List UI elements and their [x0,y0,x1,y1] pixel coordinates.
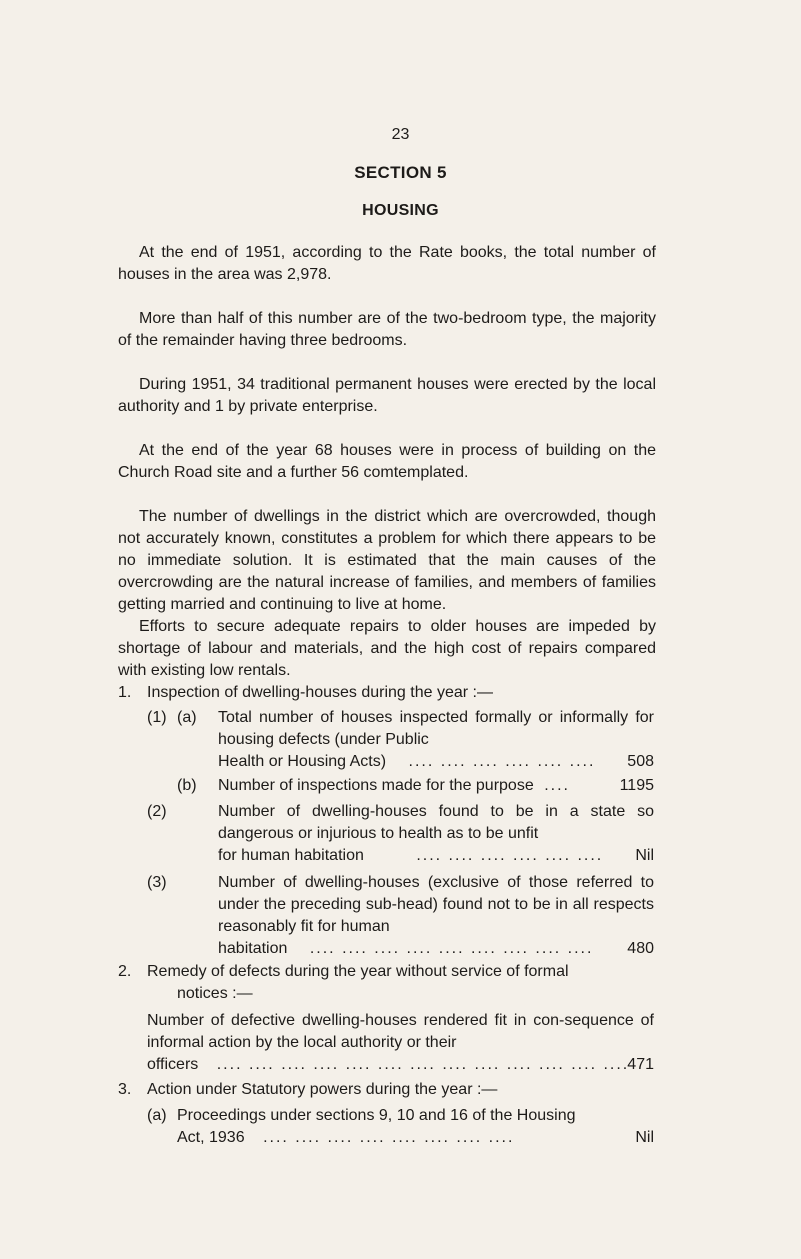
item-1-sub2-dots: .... .... .... .... .... .... [416,847,604,864]
item-1-sub2-text: Number of dwelling-houses found to be in a state so dangerous or injurious to health as to be unfit [218,803,654,842]
item-1-sub3-value: 480 [627,940,654,957]
item-2-title-cont: notices :— [177,985,253,1002]
item-3-sub-a-text: Proceedings under sections 9, 10 and 16 of the Housing [177,1107,576,1124]
item-3-sub-a-letter: (a) [147,1107,167,1124]
item-1-sub3-number: (3) [147,874,167,891]
item-1-sub1a-value: 508 [627,753,654,770]
item-3-title: Action under Statutory powers during the year :— [147,1081,498,1098]
item-2-dots: .... .... .... .... .... .... .... .... .... .... .... .... .... [216,1056,630,1073]
item-1-sub2-last: for human habitation [218,847,364,864]
item-1-number: 1. [118,684,132,701]
item-3-sub-a-last-line [177,1127,514,1149]
paragraph-2: More than half of this number are of the two-bedroom type, the majority of the remainder having three bedrooms. [118,310,656,349]
item-1-sub1a-last: Health or Housing Acts) [218,753,387,770]
item-3-sub-a-dots: .... .... .... .... .... .... .... .... [263,1129,515,1146]
item-3-sub-a-value: Nil [635,1129,654,1146]
item-1-sub1a-letter: (a) [177,709,197,726]
item-2-value: 471 [627,1056,654,1073]
paragraph-6: Efforts to secure adequate repairs to older houses are impeded by shortage of labour and materials, and the high cost of repairs compared with existing low rentals. [118,618,656,679]
item-1-sub1b-line [218,775,570,797]
paragraph-3: During 1951, 34 traditional permanent houses were erected by the local authority and 1 by private enterprise. [118,376,656,415]
item-2-text: Number of defective dwelling-houses rendered fit in con-sequence of informal action by the local authority or their [147,1012,654,1051]
item-1-sub1b-letter: (b) [177,777,197,794]
item-1-sub1a-text: Total number of houses inspected formally or informally for housing defects (under Public [218,709,654,748]
item-3-number: 3. [118,1081,132,1098]
paragraph-1: At the end of 1951, according to the Rate books, the total number of houses in the area was 2,978. [118,244,656,283]
item-1-title: Inspection of dwelling-houses during the year :— [147,684,493,701]
item-1-sub1a-dots: .... .... .... .... .... .... [408,753,596,770]
item-2-title: Remedy of defects during the year without service of formal [147,963,569,980]
heading: HOUSING [362,202,439,219]
item-1-sub3-last-line [218,938,593,960]
item-1-sub1b-dots: .... [544,777,570,794]
item-1-sub2-last-line [218,845,603,867]
item-1-sub2-value: Nil [635,847,654,864]
item-1-sub3-last: habitation [218,940,288,957]
item-1-sub3-dots: .... .... .... .... .... .... .... .... .... [309,940,594,957]
item-1-sub3-text: Number of dwelling-houses (exclusive of those referred to under the preceding sub-head) found not to be in all respects reasonably fit for human [218,874,654,935]
item-1-sub2-number: (2) [147,803,167,820]
paragraph-4: At the end of the year 68 houses were in process of building on the Church Road site and a further 56 comtemplated. [118,442,656,481]
item-2-number: 2. [118,963,132,980]
section-title: SECTION 5 [354,163,447,182]
item-1-sub1b-text: Number of inspections made for the purpose [218,777,534,794]
item-1-sub1b-value: 1195 [619,777,654,794]
item-3-sub-a-last: Act, 1936 [177,1129,245,1146]
paragraph-5: The number of dwellings in the district which are overcrowded, though not accurately known, constitutes a problem for which there appears to be no immediate solution. It is estimated that the main causes of the overcrowding are the natural increase of families, and members of families getting married and continuing to live at home. [118,508,656,613]
item-1-sub1-number: (1) [147,709,167,726]
item-2-last-line [147,1054,629,1076]
item-2-last: officers [147,1056,199,1073]
page-number: 23 [391,126,410,143]
item-1-sub1a-last-line [218,751,595,773]
